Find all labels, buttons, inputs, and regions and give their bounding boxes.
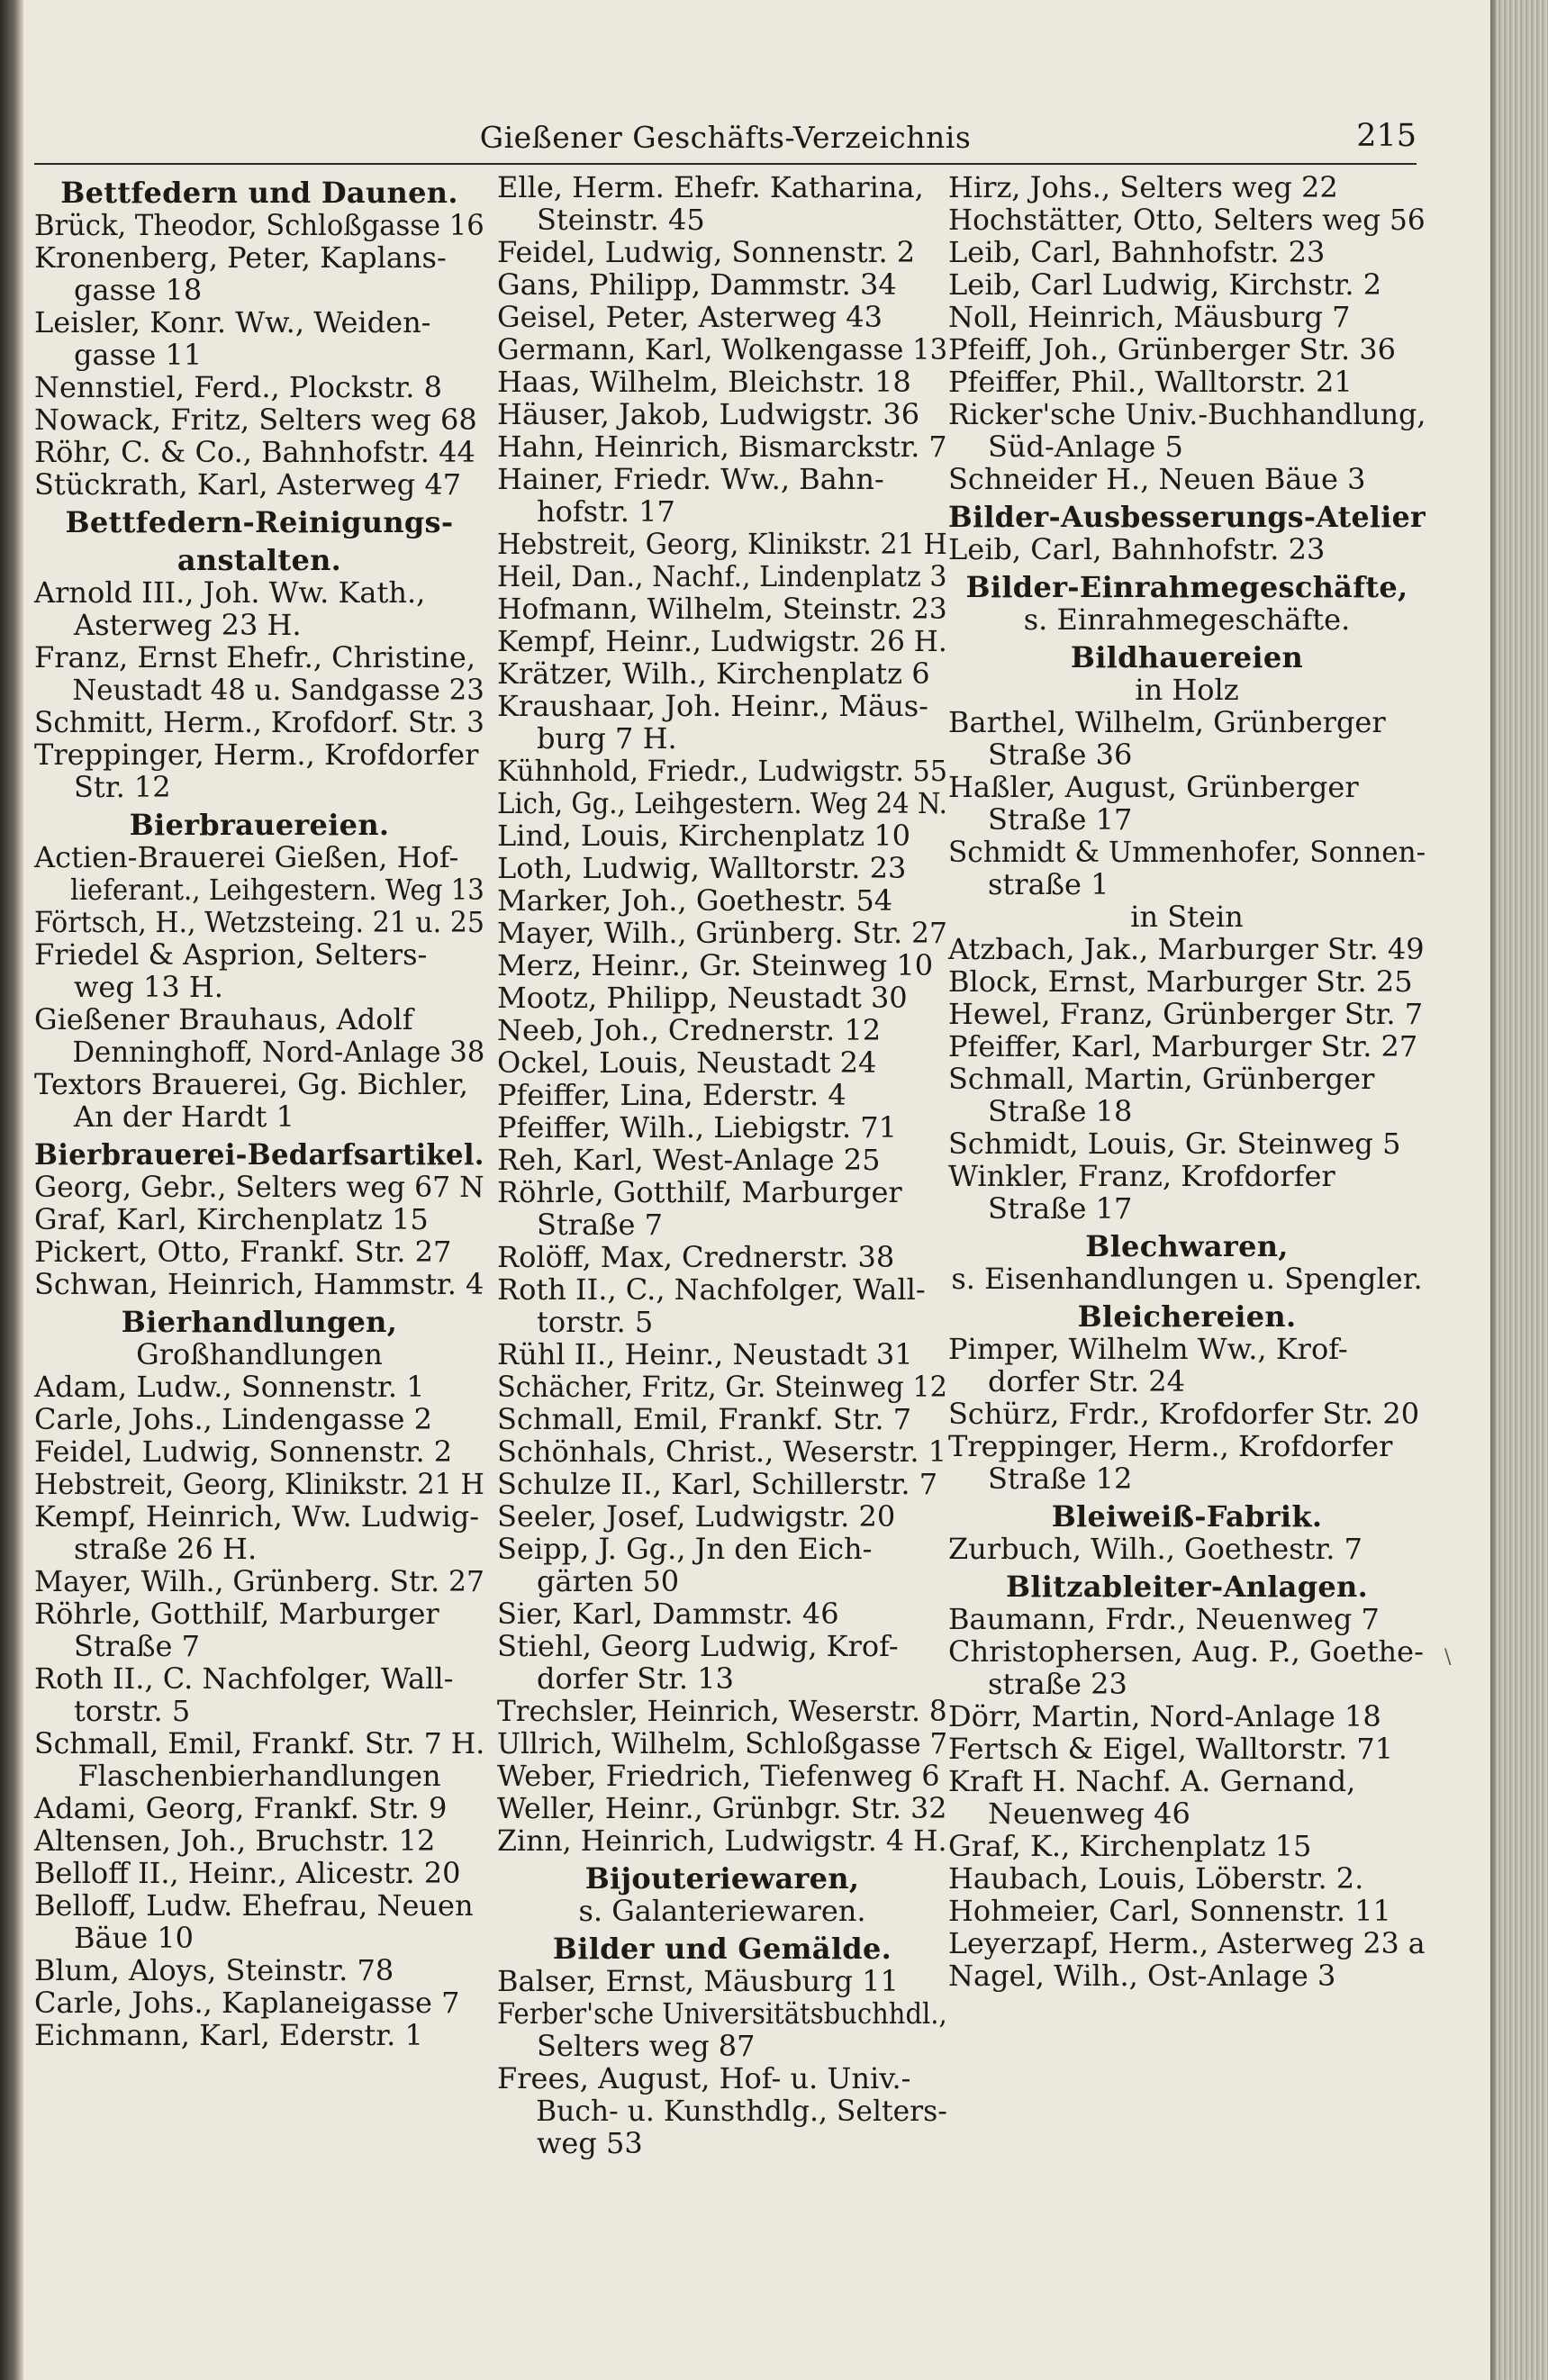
page-number: 215 <box>1356 118 1417 154</box>
directory-entry: Friedel & Asprion, Selters- <box>34 937 428 972</box>
directory-entry: Elle, Herm. Ehefr. Katharina, <box>497 170 924 204</box>
section-subheading: s. Eisenhandlungen u. Spengler. <box>951 1262 1423 1296</box>
section-heading: Bierbrauereien. <box>129 808 390 842</box>
directory-entry: Georg, Gebr., Selters weg 67 N <box>34 1170 484 1204</box>
directory-entry: Kronenberg, Peter, Kaplans- <box>34 240 447 275</box>
directory-entry: Schmall, Emil, Frankf. Str. 7 H. <box>34 1726 485 1760</box>
directory-entry: Roth II., C. Nachfolger, Wall- <box>34 1661 454 1696</box>
entry-continuation: Selters weg 87 <box>537 2029 756 2063</box>
section-heading: Bierhandlungen, <box>121 1305 398 1339</box>
directory-entry: Mayer, Wilh., Grünberg. Str. 27 <box>34 1564 484 1598</box>
entry-continuation: gasse 18 <box>74 273 203 307</box>
directory-entry: Marker, Joh., Goethestr. 54 <box>497 883 893 918</box>
directory-entry: Geisel, Peter, Asterweg 43 <box>497 300 883 334</box>
directory-entry: Pfeiffer, Lina, Ederstr. 4 <box>497 1078 846 1112</box>
directory-entry: Franz, Ernst Ehefr., Christine, <box>34 640 476 674</box>
entry-continuation: Neustadt 48 u. Sandgasse 23 <box>72 673 484 707</box>
directory-entry: Hainer, Friedr. Ww., Bahn- <box>497 462 884 496</box>
directory-entry: Weller, Heinr., Grünbgr. Str. 32 <box>497 1791 947 1825</box>
directory-entry: Hewel, Franz, Grünberger Str. 7 <box>948 997 1424 1031</box>
directory-entry: Kraft H. Nachf. A. Gernand, <box>948 1764 1356 1798</box>
directory-entry: Lind, Louis, Kirchenplatz 10 <box>497 819 910 853</box>
directory-entry: Pfeiffer, Wilh., Liebigstr. 71 <box>497 1110 898 1145</box>
directory-entry: Dörr, Martin, Nord-Anlage 18 <box>948 1699 1381 1733</box>
entry-continuation: dorfer Str. 13 <box>537 1661 734 1696</box>
directory-entry: Schneider H., Neuen Bäue 3 <box>948 462 1366 496</box>
directory-column-1 <box>34 171 484 2051</box>
entry-continuation: Straße 7 <box>74 1629 200 1663</box>
margin-mark: \ <box>1444 1646 1452 1669</box>
section-heading: Bleichereien. <box>1077 1299 1297 1334</box>
directory-entry: Nagel, Wilh., Ost-Anlage 3 <box>948 1959 1336 1993</box>
section-subheading: Flaschenbierhandlungen <box>77 1759 441 1793</box>
section-heading: Bierbrauerei-Bedarfsartikel. <box>34 1137 484 1172</box>
directory-entry: Fertsch & Eigel, Walltorstr. 71 <box>948 1732 1394 1766</box>
directory-entry: Pickert, Otto, Frankf. Str. 27 <box>34 1235 452 1269</box>
directory-entry: Brück, Theodor, Schloßgasse 16 <box>34 208 484 242</box>
directory-entry: Sier, Karl, Dammstr. 46 <box>497 1597 839 1631</box>
directory-entry: Hirz, Johs., Selters weg 22 <box>948 170 1338 204</box>
directory-entry: Heil, Dan., Nachf., Lindenplatz 3 <box>497 559 947 593</box>
entry-continuation: Straße 36 <box>988 738 1133 772</box>
directory-entry: Kraushaar, Joh. Heinr., Mäus- <box>497 689 928 723</box>
directory-entry: Reh, Karl, West-Anlage 25 <box>497 1143 881 1177</box>
directory-entry: Leib, Carl, Bahnhofstr. 23 <box>948 532 1326 566</box>
directory-entry: Frees, August, Hof- u. Univ.- <box>497 2061 911 2095</box>
directory-entry: Nowack, Fritz, Selters weg 68 <box>34 403 477 437</box>
directory-entry: Pfeiff, Joh., Grünberger Str. 36 <box>948 332 1397 367</box>
directory-entry: Schmitt, Herm., Krofdorf. Str. 3 <box>34 705 484 739</box>
directory-entry: Block, Ernst, Marburger Str. 25 <box>948 964 1413 999</box>
directory-entry: Leib, Carl, Bahnhofstr. 23 <box>948 235 1326 269</box>
directory-entry: Belloff, Ludw. Ehefrau, Neuen <box>34 1888 474 1923</box>
directory-entry: Actien-Brauerei Gießen, Hof- <box>34 840 459 874</box>
entry-continuation: Asterweg 23 H. <box>74 608 302 642</box>
directory-entry: Christophersen, Aug. P., Goethe- <box>948 1634 1424 1669</box>
entry-continuation: hofstr. 17 <box>537 494 675 529</box>
directory-entry: Zurbuch, Wilh., Goethestr. 7 <box>948 1532 1362 1566</box>
entry-continuation: straße 1 <box>988 867 1109 901</box>
directory-entry: Hebstreit, Georg, Klinikstr. 21 H <box>497 527 947 561</box>
entry-continuation: Straße 17 <box>988 1191 1133 1226</box>
directory-entry: Graf, K., Kirchenplatz 15 <box>948 1829 1312 1863</box>
directory-entry: Lich, Gg., Leihgestern. Weg 24 N. <box>497 786 947 820</box>
entry-continuation: torstr. 5 <box>74 1694 191 1728</box>
directory-entry: Barthel, Wilhelm, Grünberger <box>948 705 1386 739</box>
directory-entry: Röhr, C. & Co., Bahnhofstr. 44 <box>34 435 475 469</box>
directory-entry: Leisler, Konr. Ww., Weiden- <box>34 305 431 339</box>
entry-continuation: weg 13 H. <box>74 970 223 1004</box>
entry-continuation: Buch- u. Kunsthdlg., Selters- <box>536 2094 947 2128</box>
directory-entry: Pfeiffer, Karl, Marburger Str. 27 <box>948 1029 1418 1063</box>
entry-continuation: Straße 18 <box>988 1094 1133 1128</box>
section-heading: Blitzableiter-Anlagen. <box>1005 1570 1369 1604</box>
book-spine-shadow <box>0 0 23 2380</box>
directory-entry: Arnold III., Joh. Ww. Kath., <box>34 575 426 610</box>
directory-entry: Schönhals, Christ., Weserstr. 1 <box>497 1434 947 1469</box>
directory-entry: Seeler, Josef, Ludwigstr. 20 <box>497 1499 896 1534</box>
directory-entry: Ferber'sche Universitätsbuchhdl., <box>497 1996 947 2031</box>
entry-continuation: gasse 11 <box>74 338 203 372</box>
entry-continuation: Süd-Anlage 5 <box>988 430 1183 464</box>
directory-entry: Kühnhold, Friedr., Ludwigstr. 55 <box>497 754 948 788</box>
section-heading: Bleiweiß-Fabrik. <box>1051 1499 1323 1534</box>
directory-entry: Hebstreit, Georg, Klinikstr. 21 H <box>34 1467 484 1501</box>
directory-entry: Kempf, Heinr., Ludwigstr. 26 H. <box>497 624 947 658</box>
directory-entry: Roth II., C., Nachfolger, Wall- <box>497 1272 926 1307</box>
section-subheading: in Holz <box>1135 673 1239 707</box>
directory-entry: Winkler, Franz, Krofdorfer <box>948 1159 1335 1193</box>
directory-entry: Eichmann, Karl, Ederstr. 1 <box>34 2018 423 2052</box>
directory-entry: Germann, Karl, Wolkengasse 13 <box>497 332 948 367</box>
directory-entry: Haubach, Louis, Löberstr. 2. <box>948 1861 1364 1896</box>
directory-entry: Adami, Georg, Frankf. Str. 9 <box>34 1791 448 1825</box>
directory-entry: Noll, Heinrich, Mäusburg 7 <box>948 300 1351 334</box>
section-heading: Bildhauereien <box>1070 640 1304 674</box>
directory-column-2 <box>497 171 947 2159</box>
directory-column-3 <box>948 171 1426 1992</box>
section-subheading: in Stein <box>1130 900 1244 934</box>
directory-entry: Graf, Karl, Kirchenplatz 15 <box>34 1202 429 1236</box>
directory-entry: Schmall, Emil, Frankf. Str. 7 <box>497 1402 912 1436</box>
section-heading: Bettfedern und Daunen. <box>60 176 458 210</box>
directory-entry: Hochstätter, Otto, Selters weg 56 <box>948 203 1426 237</box>
directory-entry: Nennstiel, Ferd., Plockstr. 8 <box>34 370 442 404</box>
entry-continuation: Straße 7 <box>537 1208 663 1242</box>
directory-entry: Röhrle, Gotthilf, Marburger <box>34 1597 439 1631</box>
entry-continuation: Straße 12 <box>988 1461 1133 1496</box>
entry-continuation: straße 23 <box>988 1667 1127 1701</box>
directory-entry: Ullrich, Wilhelm, Schloßgasse 7 <box>497 1726 948 1760</box>
directory-entry: Gans, Philipp, Dammstr. 34 <box>497 267 897 302</box>
directory-entry: Stückrath, Karl, Asterweg 47 <box>34 467 462 502</box>
directory-entry: Stiehl, Georg Ludwig, Krof- <box>497 1629 899 1663</box>
section-subheading: s. Einrahmegeschäfte. <box>1023 602 1351 637</box>
entry-continuation: Straße 17 <box>988 802 1133 837</box>
entry-continuation: burg 7 H. <box>537 721 677 756</box>
directory-entry: Carle, Johs., Lindengasse 2 <box>34 1402 433 1436</box>
directory-entry: Schmidt & Ummenhofer, Sonnen- <box>948 835 1426 869</box>
directory-entry: Treppinger, Herm., Krofdorfer <box>34 738 479 772</box>
directory-entry: Haas, Wilhelm, Bleichstr. 18 <box>497 365 911 399</box>
entry-continuation: straße 26 H. <box>74 1532 258 1566</box>
entry-continuation: lieferant., Leihgestern. Weg 13 <box>70 873 484 907</box>
directory-entry: Balser, Ernst, Mäusburg 11 <box>497 1964 899 1998</box>
entry-continuation: dorfer Str. 24 <box>988 1364 1185 1398</box>
directory-entry: Hahn, Heinrich, Bismarckstr. 7 <box>497 430 947 464</box>
directory-entry: Krätzer, Wilh., Kirchenplatz 6 <box>497 656 930 691</box>
directory-entry: Hofmann, Wilhelm, Steinstr. 23 <box>497 592 947 626</box>
entry-continuation: Str. 12 <box>74 770 171 804</box>
directory-entry: Pfeiffer, Phil., Walltorstr. 21 <box>948 365 1353 399</box>
directory-entry: Feidel, Ludwig, Sonnenstr. 2 <box>497 235 916 269</box>
directory-entry: Textors Brauerei, Gg. Bichler, <box>34 1067 468 1101</box>
directory-entry: Carle, Johs., Kaplaneigasse 7 <box>34 1986 460 2020</box>
directory-entry: Trechsler, Heinrich, Weserstr. 8 <box>497 1694 947 1728</box>
directory-entry: Blum, Aloys, Steinstr. 78 <box>34 1953 394 1987</box>
directory-entry: Loth, Ludwig, Walltorstr. 23 <box>497 851 907 885</box>
directory-entry: Merz, Heinr., Gr. Steinweg 10 <box>497 948 934 982</box>
directory-entry: Baumann, Frdr., Neuenweg 7 <box>948 1602 1380 1636</box>
directory-entry: Schmidt, Louis, Gr. Steinweg 5 <box>948 1127 1401 1161</box>
directory-entry: Atzbach, Jak., Marburger Str. 49 <box>948 932 1425 966</box>
directory-entry: Gießener Brauhaus, Adolf <box>34 1002 413 1036</box>
directory-entry: Mootz, Philipp, Neustadt 30 <box>497 981 908 1015</box>
section-heading: anstalten. <box>177 543 342 577</box>
directory-entry: Kempf, Heinrich, Ww. Ludwig- <box>34 1499 480 1534</box>
directory-entry: Schmall, Martin, Grünberger <box>948 1062 1375 1096</box>
directory-entry: Häuser, Jakob, Ludwigstr. 36 <box>497 397 920 431</box>
directory-entry: Leib, Carl Ludwig, Kirchstr. 2 <box>948 267 1382 302</box>
running-header <box>34 113 1417 165</box>
directory-entry: Ockel, Louis, Neustadt 24 <box>497 1045 877 1080</box>
directory-entry: Schächer, Fritz, Gr. Steinweg 12 <box>497 1370 948 1404</box>
directory-entry: Rühl II., Heinr., Neustadt 31 <box>497 1337 913 1371</box>
directory-entry: Weber, Friedrich, Tiefenweg 6 <box>497 1759 940 1793</box>
entry-continuation: gärten 50 <box>537 1564 680 1598</box>
directory-entry: Leyerzapf, Herm., Asterweg 23 a <box>948 1926 1426 1960</box>
directory-entry: Röhrle, Gotthilf, Marburger <box>497 1175 902 1209</box>
directory-entry: Seipp, J. Gg., Jn den Eich- <box>497 1532 873 1566</box>
entry-continuation: Bäue 10 <box>74 1921 195 1955</box>
section-heading: Bettfedern-Reinigungs- <box>65 505 454 539</box>
directory-entry: Haßler, August, Grünberger <box>948 770 1359 804</box>
directory-entry: Zinn, Heinrich, Ludwigstr. 4 H. <box>497 1823 947 1858</box>
directory-entry: Feidel, Ludwig, Sonnenstr. 2 <box>34 1434 453 1469</box>
section-heading: Bilder-Einrahmegeschäfte, <box>965 570 1408 604</box>
entry-continuation: An der Hardt 1 <box>74 1100 294 1134</box>
directory-entry: Förtsch, H., Wetzsteing. 21 u. 25 <box>34 905 484 939</box>
directory-entry: Belloff II., Heinr., Alicestr. 20 <box>34 1856 461 1890</box>
directory-entry: Schürz, Frdr., Krofdorfer Str. 20 <box>948 1397 1420 1431</box>
page-title: Gießener Geschäfts-Verzeichnis <box>479 120 972 155</box>
section-subheading: Großhandlungen <box>136 1337 383 1371</box>
entry-continuation: weg 53 <box>537 2126 643 2160</box>
entry-continuation: torstr. 5 <box>537 1305 654 1339</box>
entry-continuation: Neuenweg 46 <box>988 1796 1190 1831</box>
entry-continuation: Steinstr. 45 <box>537 203 705 237</box>
section-heading: Bilder und Gemälde. <box>552 1932 892 1966</box>
directory-entry: Schulze II., Karl, Schillerstr. 7 <box>497 1467 938 1501</box>
directory-entry: Altensen, Joh., Bruchstr. 12 <box>34 1823 436 1858</box>
directory-entry: Treppinger, Herm., Krofdorfer <box>948 1429 1393 1463</box>
section-heading: Blechwaren, <box>1085 1229 1289 1263</box>
section-subheading: s. Galanteriewaren. <box>578 1894 866 1928</box>
directory-entry: Neeb, Joh., Crednerstr. 12 <box>497 1013 882 1047</box>
directory-entry: Rolöff, Max, Crednerstr. 38 <box>497 1240 895 1274</box>
section-heading: Bilder-Ausbesserungs-Atelier <box>948 500 1426 534</box>
directory-entry: Adam, Ludw., Sonnenstr. 1 <box>34 1370 425 1404</box>
page-stack-edge <box>1490 0 1548 2380</box>
entry-continuation: Denninghoff, Nord-Anlage 38 <box>72 1035 485 1069</box>
directory-entry: Schwan, Heinrich, Hammstr. 4 <box>34 1267 484 1301</box>
section-heading: Bijouteriewaren, <box>584 1861 860 1896</box>
directory-entry: Pimper, Wilhelm Ww., Krof- <box>948 1332 1348 1366</box>
directory-entry: Mayer, Wilh., Grünberg. Str. 27 <box>497 916 947 950</box>
directory-entry: Ricker'sche Univ.-Buchhandlung, <box>948 397 1426 431</box>
directory-entry: Hohmeier, Carl, Sonnenstr. 11 <box>948 1894 1391 1928</box>
